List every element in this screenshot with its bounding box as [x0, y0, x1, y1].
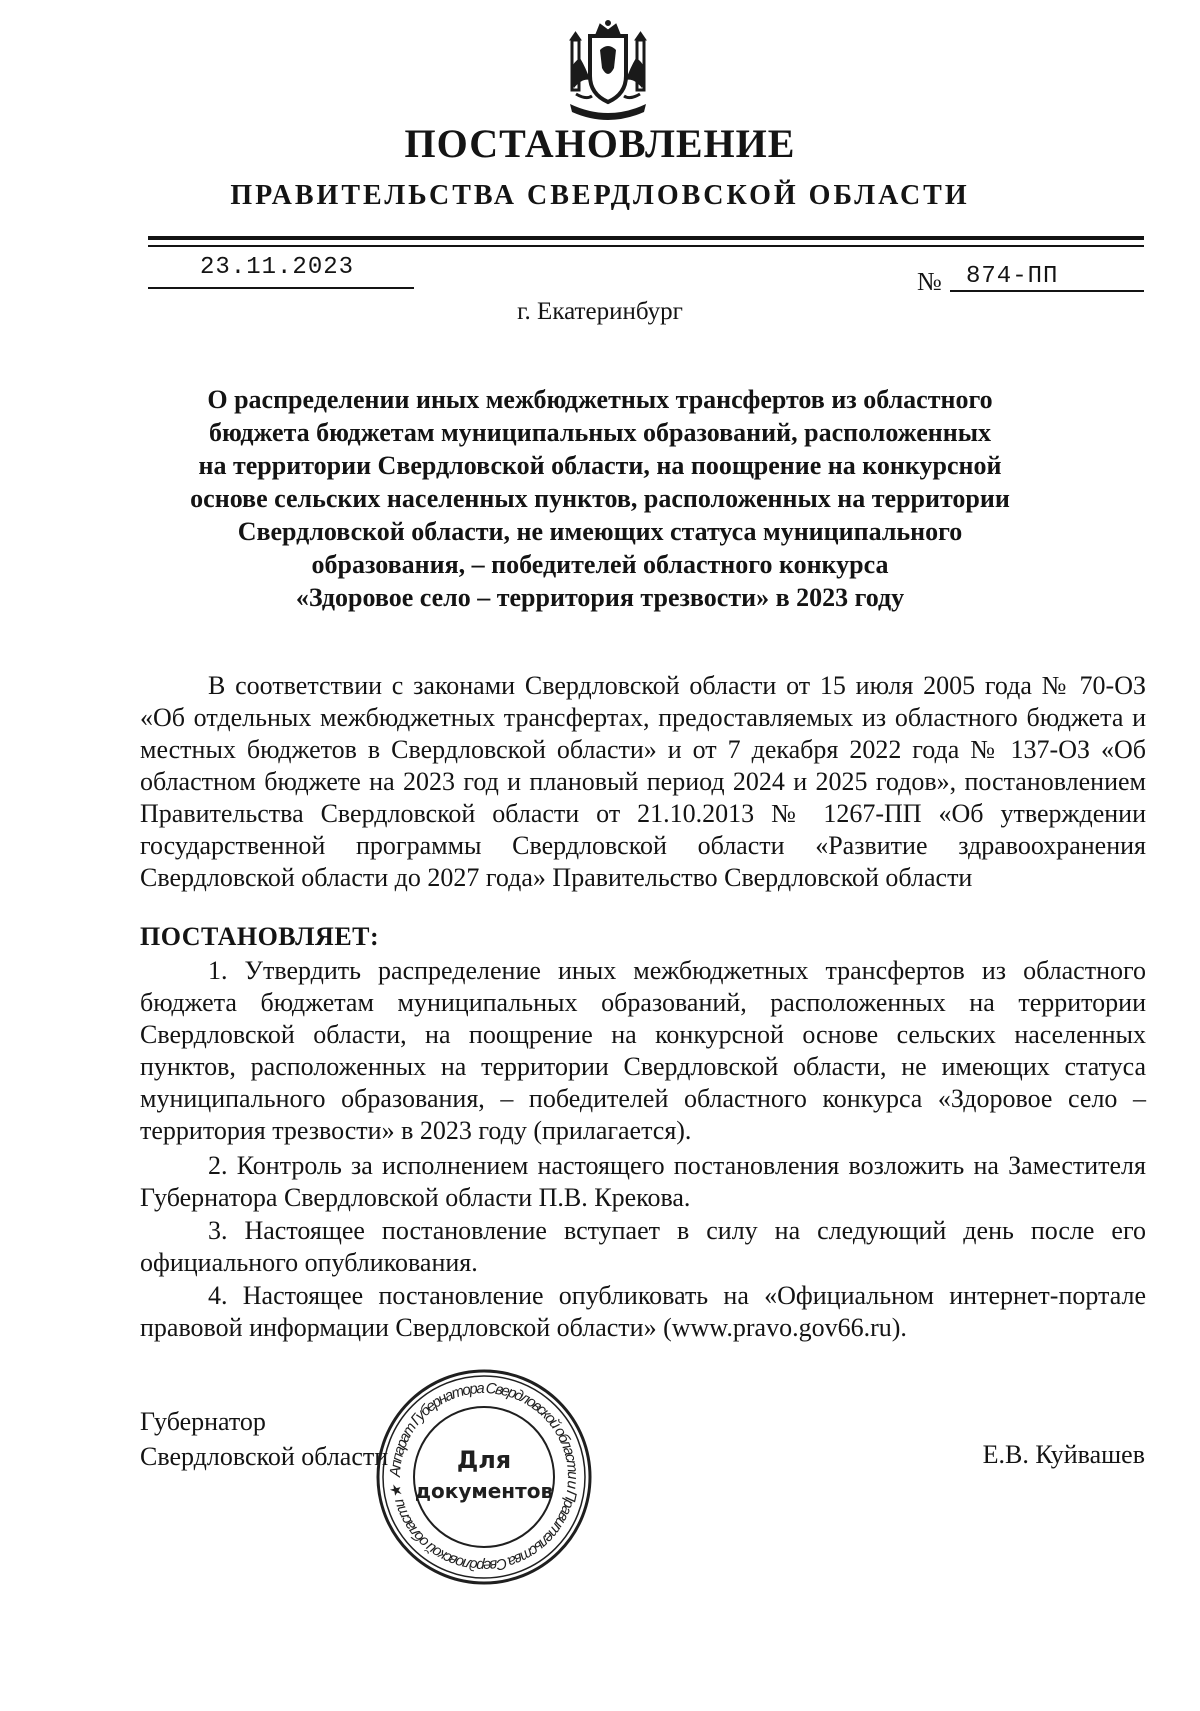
seal-ring-text: Аппарат Губернатора Свердловской области и Правительства Свердловской области ★	[386, 1379, 582, 1575]
decree-item-4: 4. Настоящее постановление опубликовать на «Официальном интернет-портале правовой информации Свердловской области» (www.pravo.gov66.ru).	[140, 1281, 1146, 1342]
title-line: образования, – победителей областного конкурса	[311, 550, 889, 579]
title-line: Свердловской области, не имеющих статуса муниципального	[237, 517, 963, 546]
seal-center-line2: документов	[414, 1479, 554, 1503]
signer-title-line: Губернатор	[140, 1407, 266, 1436]
title-line: «Здоровое село – территория трезвости» в 2023 году	[295, 583, 905, 612]
title-line: на территории Свердловской области, на поощрение на конкурсной	[198, 451, 1002, 480]
seal-center-line1: Для	[456, 1446, 512, 1474]
issuer-heading: ПРАВИТЕЛЬСТВА СВЕРДЛОВСКОЙ ОБЛАСТИ	[230, 180, 970, 211]
title-line: основе сельских населенных пунктов, расположенных на территории	[190, 484, 1010, 513]
decree-item-2: 2. Контроль за исполнением настоящего постановления возложить на Заместителя Губернатора Свердловской области П.В. Крекова.	[140, 1151, 1146, 1212]
signer-name: Е.В. Куйвашев	[982, 1440, 1145, 1469]
header-rule-thick	[148, 236, 1144, 240]
signer-title	[140, 1404, 388, 1474]
city: г. Екатеринбург	[517, 298, 683, 325]
title-line: О распределении иных межбюджетных трансфертов из областного	[207, 385, 993, 414]
number-underline	[950, 290, 1144, 292]
svg-text:Аппарат Губернатора Свердловск	[387, 1380, 581, 1574]
decree-word: ПОСТАНОВЛЯЕТ:	[140, 922, 380, 951]
document-type-heading: ПОСТАНОВЛЕНИЕ	[404, 121, 796, 166]
decree-item-1: 1. Утвердить распределение иных межбюджетных трансфертов из областного бюджета бюджетам муниципальных образований, расположенных на территории Свердловской области, на поощрение на конкурсной основе сельских населенных пунктов, расположенных на территории Свердловской области, не имеющих статуса муниципального образования, – победителей областного конкурса «Здоровое село – территория трезвости» в 2023 году (прилагается).	[140, 956, 1146, 1145]
header-rule-thin	[148, 245, 1144, 247]
document-title	[160, 383, 1040, 614]
document-date: 23.11.2023	[200, 254, 355, 281]
decree-item-3: 3. Настоящее постановление вступает в силу на следующий день после его официального опубликования.	[140, 1216, 1146, 1277]
preamble-paragraph: В соответствии с законами Свердловской области от 15 июля 2005 года № 70-ОЗ «Об отдельных межбюджетных трансфертах, предоставляемых из областного бюджета и местных бюджетов в Свердловской области» и от 7 декабря 2022 года № 137-ОЗ «Об областном бюджете на 2023 год и плановый период 2024 и 2025 годов», постановлением Правительства Свердловской области от 21.10.2013 № 1267-ПП «Об утверждении государственной программы Свердловской области «Развитие здравоохранения Свердловской области до 2027 года» Правительство Свердловской области	[140, 671, 1146, 892]
date-underline	[148, 287, 414, 289]
signer-title-line: Свердловской области	[140, 1442, 389, 1471]
number-sign: №	[917, 267, 942, 296]
coat-of-arms-icon	[556, 18, 660, 122]
document-number: 874-ПП	[966, 263, 1059, 290]
round-seal-icon	[375, 1368, 593, 1586]
title-line: бюджета бюджетам муниципальных образований, расположенных	[209, 418, 991, 447]
